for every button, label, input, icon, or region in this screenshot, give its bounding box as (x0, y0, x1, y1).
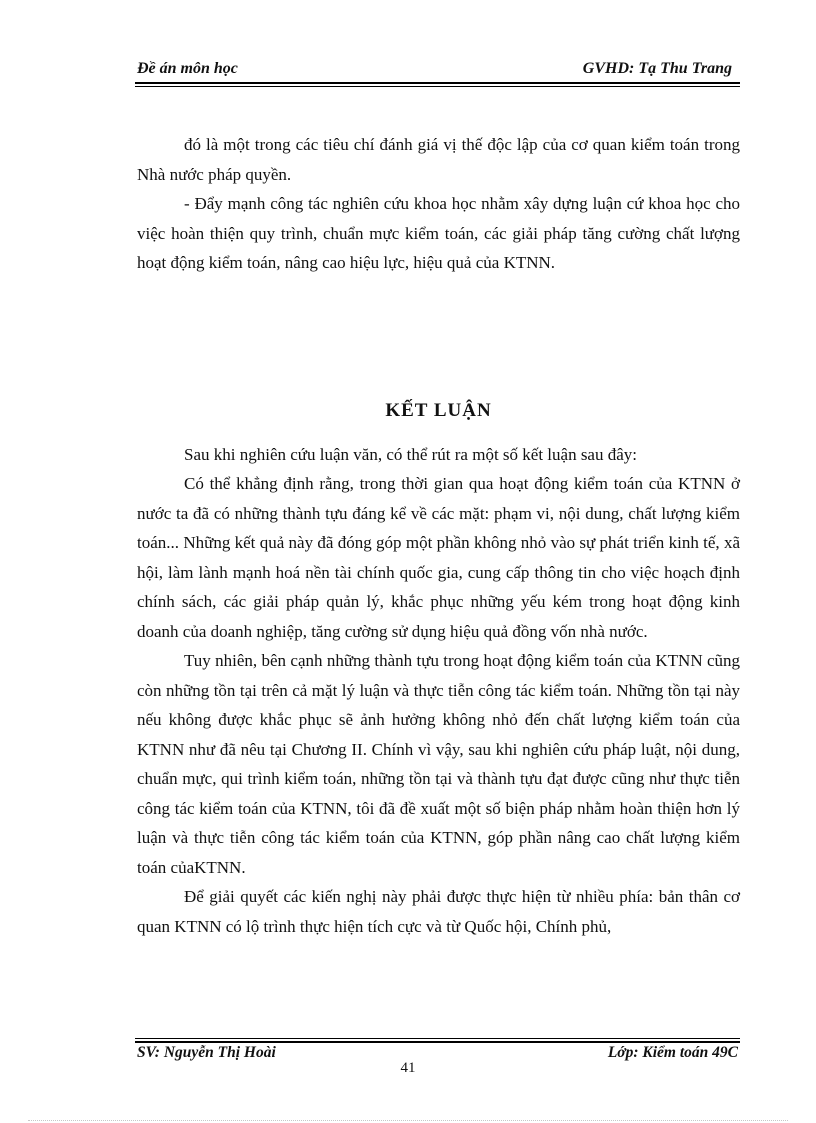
paragraph: Tuy nhiên, bên cạnh những thành tựu trong hoạt động kiểm toán của KTNN cũng còn những tồn tại trên cả mặt lý luận và thực tiễn công tác kiểm toán. Những tồn tại này nếu không được khắc phục sẽ ảnh hưởng không nhỏ đến chất lượng kiểm toán của KTNN như đã nêu tại Chương II. Chính vì vậy, sau khi nghiên cứu pháp luật, nội dung, chuẩn mực, qui trình kiểm toán, những tồn tại và thành tựu đạt được cũng như thực tiễn công tác kiểm toán của KTNN, tôi đã đề xuất một số biện pháp nhằm hoàn thiện hơn lý luận và thực tiễn công tác kiểm toán của KTNN, góp phần nâng cao chất lượng kiểm toán củaKTNN. (137, 651, 740, 877)
header-rule (135, 82, 740, 84)
page-header (135, 60, 740, 82)
header-supervisor: GVHD: Tạ Thu Trang (582, 60, 732, 77)
paragraph: Có thể khẳng định rằng, trong thời gian qua hoạt động kiểm toán của KTNN ở nước ta đã có những thành tựu đáng kể về các mặt: phạm vi, nội dung, chất lượng kiểm toán... Những kết quả này đã đóng góp một phần không nhỏ vào sự phát triển kinh tế, xã hội, làm lành mạnh hoá nền tài chính quốc gia, cung cấp thông tin cho việc hoạch định chính sách, các giải pháp quản lý, khắc phục những yếu kém trong hoạt động kinh doanh của doanh nghiệp, tăng cường sử dụng hiệu quả đồng vốn nhà nước. (137, 474, 740, 641)
footer-class: Lớp: Kiểm toán 49C (607, 1044, 738, 1061)
paragraph: - Đẩy mạnh công tác nghiên cứu khoa học nhằm xây dựng luận cứ khoa học cho việc hoàn thiện quy trình, chuẩn mực kiểm toán, các giải pháp tăng cường chất lượng hoạt động kiểm toán, nâng cao hiệu lực, hiệu quả của KTNN. (137, 194, 740, 272)
paragraph: Để giải quyết các kiến nghị này phải được thực hiện từ nhiều phía: bản thân cơ quan KTNN có lộ trình thực hiện tích cực và từ Quốc hội, Chính phủ, (137, 887, 740, 936)
page-number: 41 (400, 1060, 416, 1076)
footer-rule-thin (135, 1038, 740, 1039)
section-title: KẾT LUẬN (385, 399, 492, 421)
paragraph: Sau khi nghiên cứu luận văn, có thể rút ra một số kết luận sau đây: (184, 444, 637, 464)
header-course: Đề án môn học (137, 60, 238, 77)
footer-rule (135, 1041, 740, 1043)
document-body (137, 130, 740, 941)
header-rule-thin (135, 86, 740, 87)
spacer (137, 278, 740, 396)
footer-student: SV: Nguyễn Thị Hoài (137, 1044, 276, 1061)
page-edge (28, 1120, 788, 1121)
paragraph: đó là một trong các tiêu chí đánh giá vị thế độc lập của cơ quan kiểm toán trong Nhà nước pháp quyền. (137, 135, 740, 184)
